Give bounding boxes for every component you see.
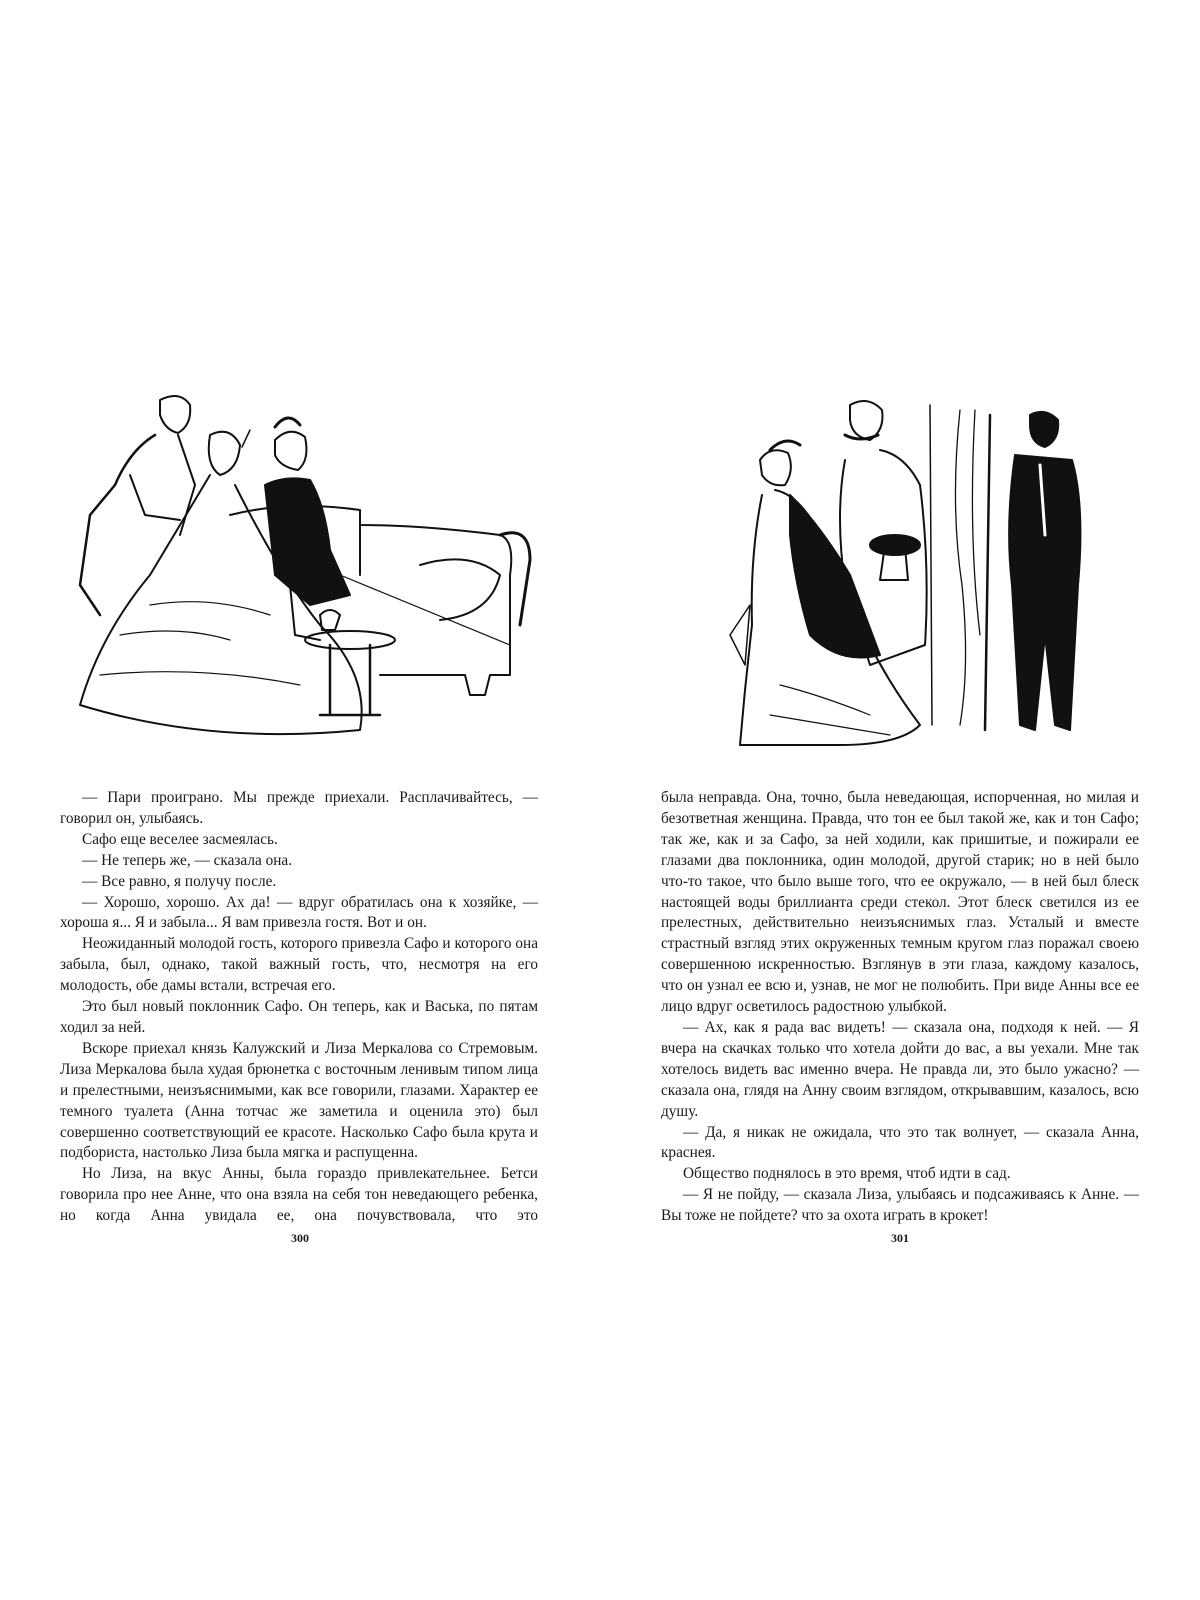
paragraph: — Да, я никак не ожидала, что это так волнует, — сказала Анна, краснея.: [661, 1123, 1139, 1162]
right-page-text: [661, 788, 1139, 1227]
right-page: [600, 0, 1200, 1600]
paragraph: — Ах, как я рада вас видеть! — сказала она, подходя к ней. — Я вчера на скачках только что хотела дойти до вас, а вы уехали. Мне так хотелось видеть вас именно вчера. Не правда ли, это было ужасно? — сказала она, глядя на Анну своим взглядом, открывавшим, казалось, всю душу.: [661, 1018, 1139, 1120]
reception-illustration-drawing: [700, 385, 1100, 760]
left-page-text: [60, 788, 538, 1227]
paragraph: Неожиданный молодой гость, которого привезла Сафо и которого она забыла, был, однако, такой важный гость, что, несмотря на его молодость, обе дамы встали, встречая его.: [60, 935, 538, 995]
paragraph: была неправда. Она, точно, была неведающая, испорченная, но милая и безответная женщина. Правда, что тон ее был такой же, как и тон Сафо; так же, как и за Сафо, за ней ходили, как пришитые, и пожирали ее глазами два поклонника, один молодой, другой старик; но в ней было что-то такое, что было выше того, что ее окружало, — в ней был блеск настоящей воды бриллианта среди стекол. Этот блеск светился из ее прелестных, действительно неизъяснимых глаз. Усталый и вместе страстный взгляд этих окруженных темным кругом глаз поражал своею совершенною искренностью. Взглянув в эти глаза, каждому казалось, что он узнал ее всю и, узнав, не мог не полюбить. При виде Анны все ее лицо вдруг осветилось радостною улыбкой.: [661, 789, 1139, 1016]
page-number: 300: [291, 1231, 309, 1245]
salon-illustration-drawing: [60, 375, 550, 760]
paragraph: — Все равно, я получу после.: [82, 872, 277, 890]
paragraph: — Я не пойду, — сказала Лиза, улыбаясь и подсаживаясь к Анне. — Вы тоже не пойдете? что за охота играть в крокет!: [661, 1186, 1139, 1225]
paragraph: Вскоре приехал князь Калужский и Лиза Меркалова со Стремовым. Лиза Меркалова была худая брюнетка с восточным ленивым типом лица и прелестными, неизъяснимыми, как все говорили, глазами. Характер ее темного туалета (Анна тотчас же заметила и оценила это) был совершенно соответствующий ее красоте. Насколько Сафо была крута и подбориста, настолько Лиза была мягка и распущенна.: [60, 1039, 538, 1162]
paragraph: — Не теперь же, — сказала она.: [82, 851, 293, 869]
page-number: 301: [891, 1231, 909, 1245]
paragraph: Это был новый поклонник Сафо. Он теперь, как и Васька, по пятам ходил за ней.: [60, 998, 538, 1036]
paragraph: Но Лиза, на вкус Анны, была гораздо привлекательнее. Бетси говорила про нее Анне, что она взяла на себя тон неведающего ребенка, но когда Анна увидала ее, она почувствовала, что это: [60, 1165, 538, 1225]
illustration-salon-scene: [60, 375, 550, 760]
paragraph: — Пари проиграно. Мы прежде приехали. Расплачивайтесь, — говорил он, улыбаясь.: [60, 789, 538, 827]
illustration-reception-scene: [700, 385, 1100, 760]
paragraph: — Хорошо, хорошо. Ах да! — вдруг обратилась она к хозяйке, — хороша я... Я и забыла... Я вам привезла гостя. Вот и он.: [60, 893, 538, 932]
paragraph: Сафо еще веселее засмеялась.: [82, 830, 278, 848]
paragraph: Общество поднялось в это время, чтоб идти в сад.: [683, 1165, 1011, 1183]
